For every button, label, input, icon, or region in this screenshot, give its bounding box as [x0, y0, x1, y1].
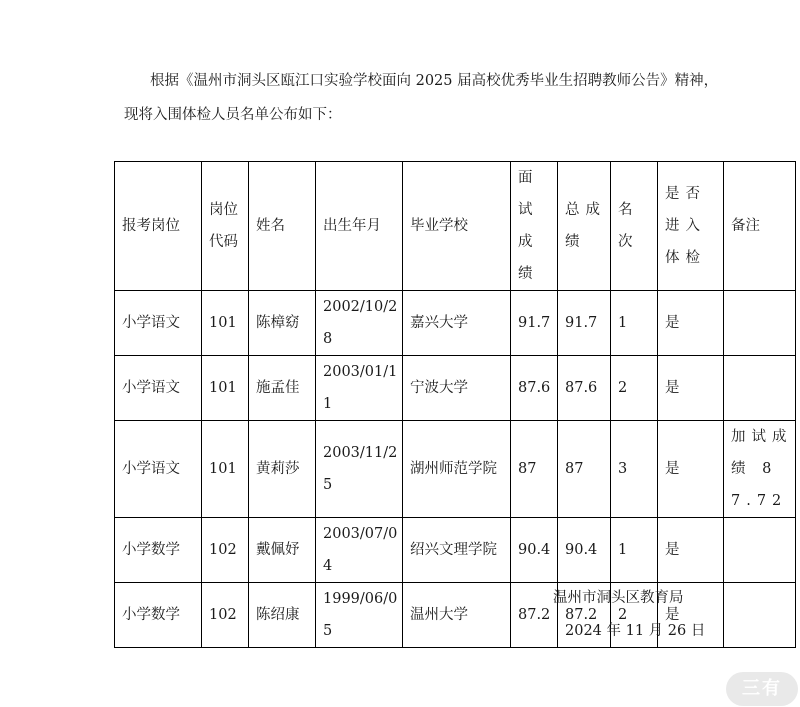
table-cell: 是 [658, 421, 724, 518]
table-row [115, 421, 796, 518]
table-cell: 小学语文 [115, 421, 202, 518]
table-cell: 1 [611, 518, 658, 583]
table-cell: 91.7 [511, 291, 558, 356]
table-cell: 是 [658, 583, 724, 648]
table-cell: 嘉兴大学 [403, 291, 511, 356]
table-cell: 102 [202, 518, 249, 583]
table-row [115, 356, 796, 421]
table-cell: 2003/07/04 [316, 518, 403, 583]
table-cell: 87.6 [511, 356, 558, 421]
header-cell: 备注 [724, 162, 796, 291]
table-cell: 87.2 [558, 583, 611, 648]
intro-line-1: 根据《温州市洞头区瓯江口实验学校面向 2025 届高校优秀毕业生招聘教师公告》精神， [150, 73, 719, 89]
header-cell: 岗位代码 [202, 162, 249, 291]
table-cell: 小学语文 [115, 356, 202, 421]
table-cell: 2 [611, 583, 658, 648]
table-cell: 是 [658, 518, 724, 583]
table-cell: 温州大学 [403, 583, 511, 648]
table-cell: 87 [511, 421, 558, 518]
table-cell: 陈绍康 [249, 583, 316, 648]
table-cell-remark: 加试成绩 87.72 [724, 421, 796, 518]
table-cell [724, 356, 796, 421]
table-header-row [115, 162, 796, 291]
header-cell: 名次 [611, 162, 658, 291]
table-cell: 小学语文 [115, 291, 202, 356]
table-cell: 宁波大学 [403, 356, 511, 421]
header-cell: 面试成绩 [511, 162, 558, 291]
table-cell: 绍兴文理学院 [403, 518, 511, 583]
table-cell: 87.6 [558, 356, 611, 421]
table-cell: 小学数学 [115, 518, 202, 583]
table-cell: 湖州师范学院 [403, 421, 511, 518]
table-cell: 1999/06/05 [316, 583, 403, 648]
table-cell: 是 [658, 291, 724, 356]
table-cell: 是 [658, 356, 724, 421]
table-cell: 2003/01/11 [316, 356, 403, 421]
table-cell [724, 583, 796, 648]
issue-date: 2024 年 11 月 26 日 [565, 623, 706, 639]
table-cell: 90.4 [558, 518, 611, 583]
candidate-table [114, 161, 796, 648]
table-cell: 101 [202, 421, 249, 518]
table-cell: 87.2 [511, 583, 558, 648]
header-cell: 姓名 [249, 162, 316, 291]
intro-line-2: 现将入围体检人员名单公布如下： [124, 107, 342, 123]
header-cell: 是否进入体检 [658, 162, 724, 291]
table-cell: 1 [611, 291, 658, 356]
table-cell: 101 [202, 291, 249, 356]
table-cell: 102 [202, 583, 249, 648]
table-cell: 2002/10/28 [316, 291, 403, 356]
table-cell: 施孟佳 [249, 356, 316, 421]
header-cell: 报考岗位 [115, 162, 202, 291]
table-cell: 戴佩妤 [249, 518, 316, 583]
watermark-logo: 三有 [726, 672, 798, 706]
table-cell: 90.4 [511, 518, 558, 583]
table-cell: 3 [611, 421, 658, 518]
table-cell: 小学数学 [115, 583, 202, 648]
table-cell [724, 291, 796, 356]
table-row [115, 291, 796, 356]
table-cell: 87 [558, 421, 611, 518]
header-cell: 总成绩 [558, 162, 611, 291]
table-cell: 黄莉莎 [249, 421, 316, 518]
table-cell: 91.7 [558, 291, 611, 356]
table-row [115, 518, 796, 583]
header-cell: 出生年月 [316, 162, 403, 291]
header-cell: 毕业学校 [403, 162, 511, 291]
table-cell: 陈樟窈 [249, 291, 316, 356]
table-cell [724, 518, 796, 583]
issuing-organization: 温州市洞头区教育局 [553, 590, 684, 606]
table-cell: 2003/11/25 [316, 421, 403, 518]
table-cell: 101 [202, 356, 249, 421]
table-cell: 2 [611, 356, 658, 421]
